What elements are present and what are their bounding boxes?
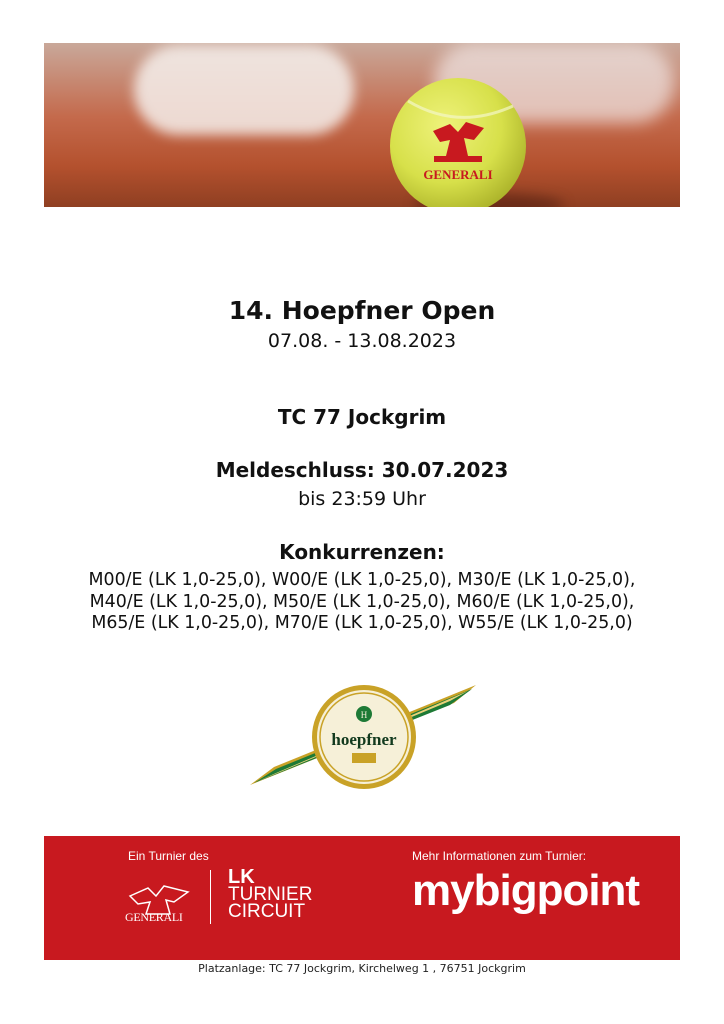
mybigpoint-logo: mybigpoint — [412, 866, 640, 915]
shoe-blur-left — [134, 45, 354, 135]
deadline-label: Meldeschluss: 30.07.2023 — [215, 458, 509, 482]
tennis-ball-icon — [388, 76, 528, 207]
hoepfner-logo-text: hoepfner — [331, 730, 397, 749]
band-divider — [210, 870, 211, 924]
ball-brand-text: GENERALI — [423, 167, 493, 182]
sponsor-band — [44, 836, 680, 960]
club-name: TC 77 Jockgrim — [277, 405, 447, 429]
generali-text: GENERALI — [125, 910, 183, 924]
band-left-caption: Ein Turnier des — [128, 849, 209, 863]
hoepfner-logo — [250, 681, 476, 789]
venue-footer: Platzanlage: TC 77 Jockgrim, Kirchelweg 1 , 76751 Jockgrim — [198, 962, 526, 975]
band-right-caption: Mehr Informationen zum Turnier: — [412, 849, 587, 863]
event-title: 14. Hoepfner Open — [228, 296, 496, 325]
svg-text:H: H — [360, 710, 368, 720]
hero-image — [44, 43, 680, 207]
competitions-line: M00/E (LK 1,0-25,0), W00/E (LK 1,0-25,0), M30/E (LK 1,0-25,0), — [88, 570, 636, 590]
lk-line: TURNIER — [228, 884, 313, 905]
lk-circuit-logo — [228, 866, 313, 922]
lk-line: CIRCUIT — [228, 901, 306, 922]
competitions-list — [0, 570, 724, 635]
competitions-line: M65/E (LK 1,0-25,0), M70/E (LK 1,0-25,0), W55/E (LK 1,0-25,0) — [91, 613, 633, 633]
lk-line: LK — [228, 866, 255, 888]
competitions-heading: Konkurrenzen: — [279, 540, 445, 564]
deadline-time: bis 23:59 Uhr — [298, 488, 426, 510]
event-dates: 07.08. - 13.08.2023 — [267, 330, 457, 352]
competitions-line: M40/E (LK 1,0-25,0), M50/E (LK 1,0-25,0), M60/E (LK 1,0-25,0), — [89, 591, 635, 612]
